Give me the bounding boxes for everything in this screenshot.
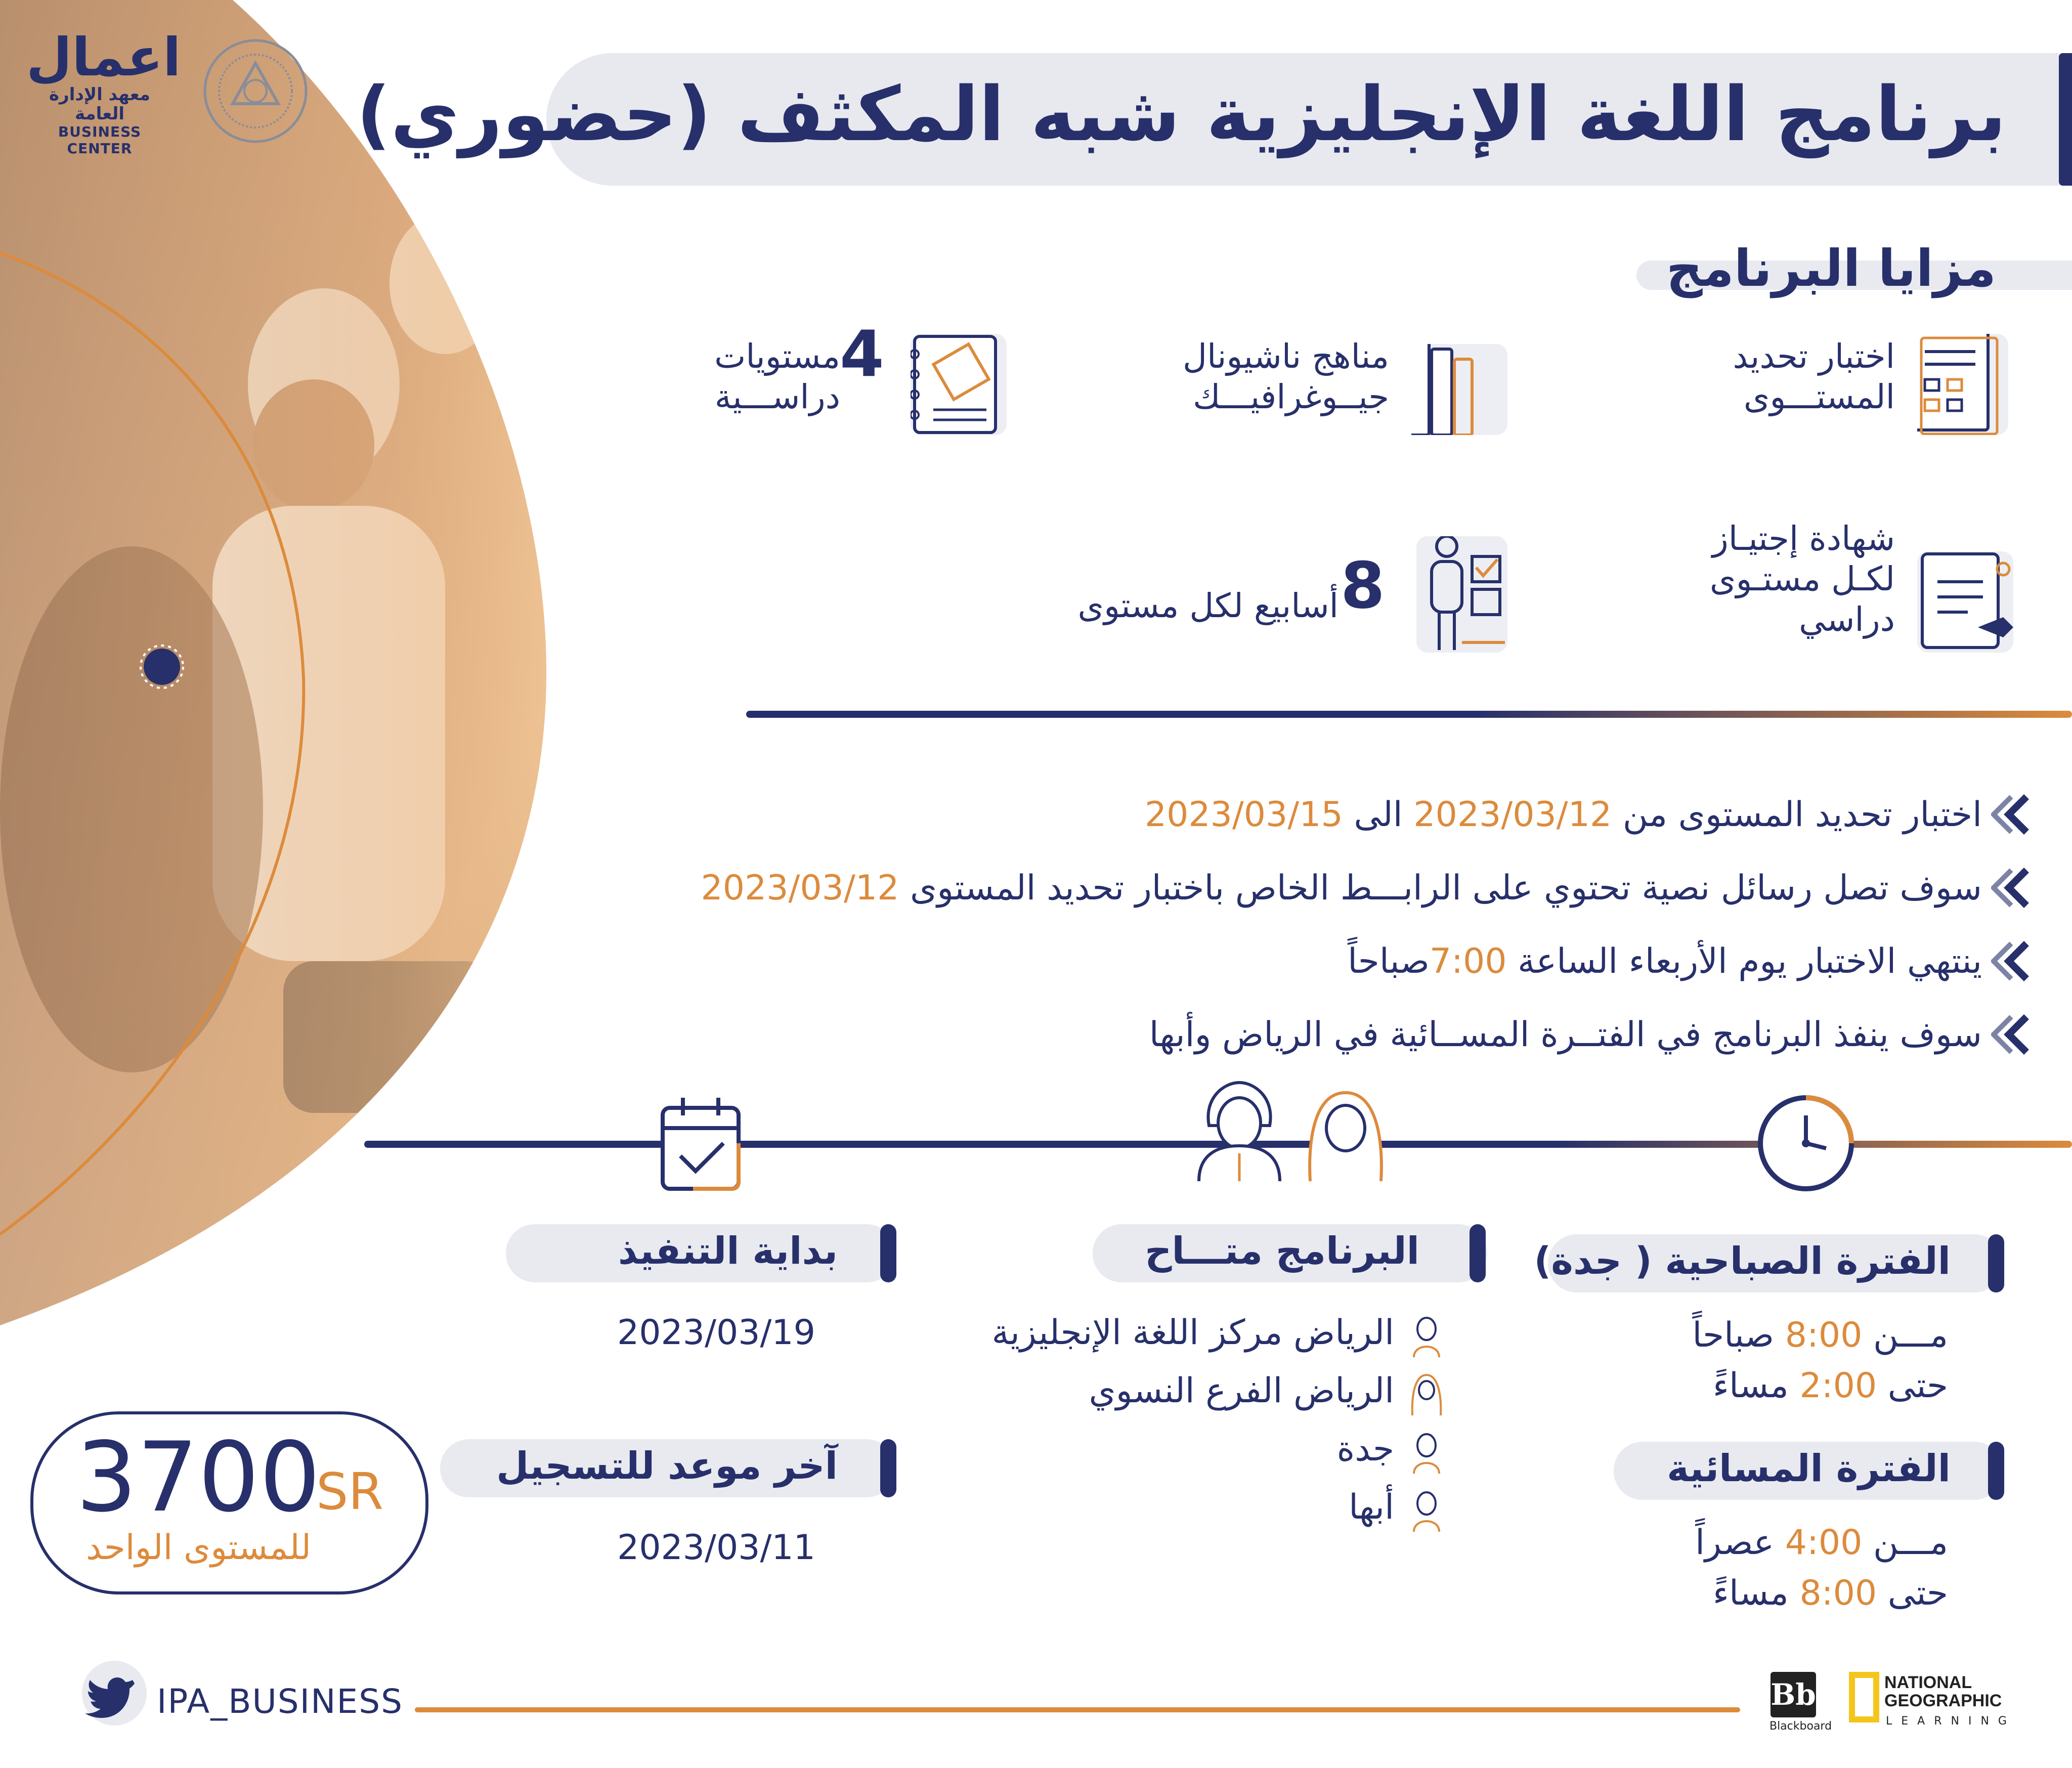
start-label: بداية التنفيذ [618, 1229, 838, 1273]
evening-from: مـــن 4:00 عصراً [1695, 1523, 1948, 1563]
feature-curricula: مناهج ناشيونال جيــوغرافيـــك [1183, 337, 1389, 416]
location-abha: أبها [1349, 1487, 1394, 1527]
footer-line [415, 1707, 1740, 1712]
man-icon [1406, 1429, 1447, 1475]
feature-levels: مستويات دراســـية [714, 337, 840, 416]
certificate-icon [1917, 551, 2013, 653]
availability-pill-accent [1470, 1224, 1486, 1282]
business-center-logo [26, 26, 181, 157]
bullet-evening-cities: سوف ينفذ البرنامج في الفتــرة المســائية في الرياض وأبها [1149, 1012, 2032, 1057]
double-chevron-icon [1991, 792, 2032, 837]
evening-pill-accent [1988, 1442, 2004, 1500]
brand-institute: معهد الإدارة العامة [49, 84, 150, 124]
start-pill-accent [880, 1224, 896, 1282]
morning-to: حتى 2:00 مساءً [1713, 1366, 1948, 1406]
bullet-sms-link: سوف تصل رسائل نصية تحتوي على الرابـــط الخاص باختبار تحديد المستوى 2023/03/12 [701, 865, 2032, 911]
price-amount: 3700 [76, 1421, 321, 1533]
morning-from: مـــن 8:00 صباحاً [1692, 1315, 1948, 1355]
deadline-date: 2023/03/11 [617, 1528, 815, 1568]
morning-pill-accent [1988, 1234, 2004, 1292]
man-icon [1406, 1313, 1447, 1358]
divider-line [746, 711, 2072, 718]
location-riyadh-women: الرياض الفرع النسوي [1089, 1371, 1394, 1411]
morning-label: الفترة الصباحية ( جدة) [1534, 1239, 1951, 1283]
double-chevron-icon [1991, 1012, 2032, 1057]
natgeo-learning: LEARNING [1886, 1715, 2016, 1728]
double-chevron-icon [1991, 865, 2032, 911]
levels-count: 4 [840, 317, 884, 391]
availability-label: البرنامج متـــاح [1145, 1229, 1419, 1273]
features-heading: مزايا البرنامج [1666, 239, 1996, 298]
woman-icon [1406, 1371, 1447, 1416]
deadline-pill-accent [880, 1439, 896, 1497]
title-accent [2059, 53, 2072, 186]
books-icon [1411, 344, 1507, 435]
ipa-seal-logo [202, 38, 309, 144]
location-riyadh-center: الرياض مركز اللغة الإنجليزية [991, 1313, 1394, 1353]
natgeo-frame-logo [1849, 1672, 1879, 1722]
blackboard-logo: Bb [1771, 1672, 1816, 1717]
men-women-icon [1179, 1077, 1401, 1184]
deadline-label: آخر موعد للتسجيل [496, 1444, 838, 1488]
price-per-level: للمستوى الواحد [86, 1528, 312, 1568]
brand-name: اعمال [26, 26, 181, 88]
evening-to: حتى 8:00 مساءً [1713, 1573, 1948, 1613]
brand-center: BUSINESS CENTER [58, 123, 142, 157]
hero-photo [0, 0, 562, 1341]
man-icon [1406, 1487, 1447, 1533]
feature-certificate: شهادة إجتيـاز لكـل مستـوى دراسي [1709, 519, 1895, 639]
weeks-count: 8 [1341, 548, 1385, 623]
twitter-handle[interactable]: IPA_BUSINESS [157, 1682, 403, 1721]
bullet-test-ends: ينتهي الاختبار يوم الأربعاء الساعة 7:00صباحاً [1348, 938, 2032, 984]
location-jeddah: جدة [1336, 1429, 1394, 1469]
feature-weeks: أسابيع لكل مستوى [1077, 586, 1339, 625]
double-chevron-icon [1991, 938, 2032, 984]
notebook-icon [911, 334, 1007, 435]
twitter-icon[interactable] [82, 1661, 147, 1726]
student-checklist-icon [1416, 536, 1507, 653]
calendar-icon [653, 1093, 749, 1194]
bullet-placement-dates: اختبار تحديد المستوى من 2023/03/12 الى 2023/03/15 [1145, 792, 2032, 837]
checklist-icon [1917, 334, 2008, 435]
evening-label: الفترة المسائية [1667, 1447, 1951, 1490]
clock-icon [1755, 1093, 1857, 1194]
price-currency: SR [316, 1462, 383, 1521]
natgeo-wordmark: NATIONAL GEOGRAPHIC [1884, 1673, 2002, 1710]
start-date: 2023/03/19 [617, 1313, 815, 1353]
feature-placement-test: اختبار تحديد المستـــوى [1733, 337, 1895, 416]
blackboard-label: Blackboard [1769, 1720, 1832, 1733]
page-title: برنامج اللغة الإنجليزية شبه المكثف (حضوري) [356, 71, 2006, 158]
